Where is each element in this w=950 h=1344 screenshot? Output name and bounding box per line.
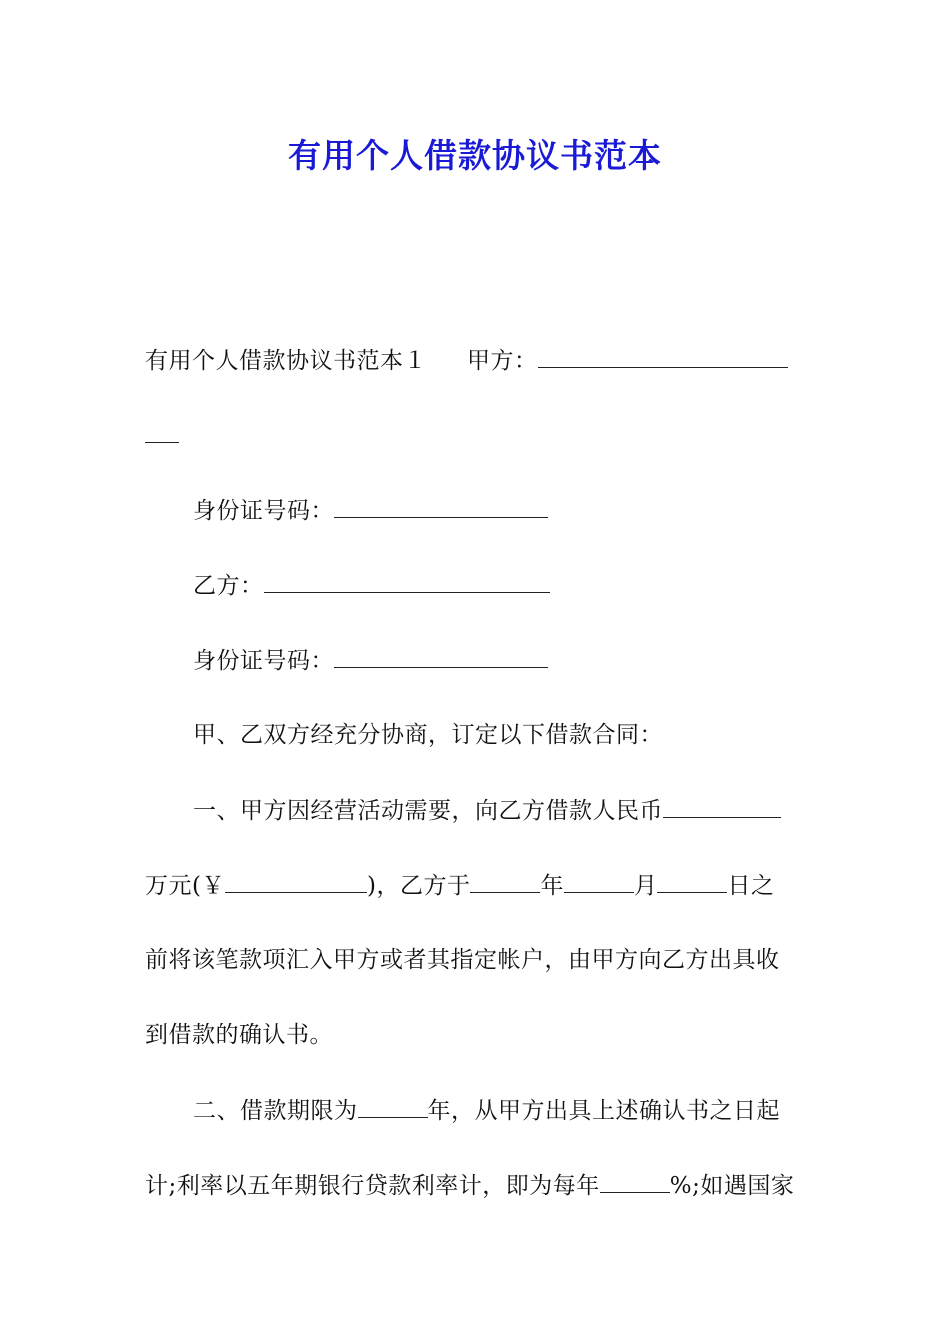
year-blank[interactable]: [470, 870, 540, 893]
clause-2-text-b: 年，从甲方出具上述确认书之日起: [427, 1098, 780, 1124]
clause-2-text-2: 计;利率以五年期银行贷款利率计，即为每年: [145, 1173, 600, 1199]
clause-1-text-3: 到借款的确认书。: [145, 1022, 333, 1048]
preamble-text: 甲、乙双方经充分协商，订定以下借款合同：: [193, 722, 663, 748]
party-b-label: 乙方：: [193, 573, 264, 599]
party-a-blank-continuation[interactable]: [145, 420, 179, 443]
line-clause-2: [193, 1095, 810, 1126]
day-blank[interactable]: [657, 870, 727, 893]
clause-2-text: 二、借款期限为: [193, 1098, 358, 1124]
day-label: 日之: [727, 873, 775, 899]
clause-1-text: 一、甲方因经营活动需要，向乙方借款人民币: [193, 798, 663, 824]
clause-2-text-3: %;如遇国家: [669, 1173, 795, 1199]
clause-1-text-2: 前将该笔款项汇入甲方或者其指定帐户，由甲方向乙方出具收: [145, 947, 780, 973]
line-clause-2-cont: [145, 1170, 810, 1201]
id-number-b-label: 身份证号码：: [193, 648, 334, 674]
party-b-blank[interactable]: [264, 570, 550, 593]
section-heading: 有用个人借款协议书范本１: [145, 348, 427, 374]
party-a-blank[interactable]: [538, 345, 788, 368]
line-clause-1-cont3: [145, 1020, 810, 1050]
line-party-a-continuation: [145, 420, 810, 451]
line-preamble: [193, 720, 810, 750]
year-label: 年: [540, 873, 564, 899]
month-blank[interactable]: [564, 870, 634, 893]
line-clause-1-cont: [145, 870, 810, 901]
id-number-a-label: 身份证号码：: [193, 498, 334, 524]
amount-figure-blank[interactable]: [225, 870, 367, 893]
line-clause-1-cont2: [145, 945, 810, 975]
amount-unit-text: 万元(￥: [145, 873, 225, 899]
line-id-b: [193, 645, 810, 676]
lender-date-text: )，乙方于: [366, 873, 471, 899]
interest-rate-blank[interactable]: [600, 1170, 670, 1193]
line-party-b: [193, 570, 810, 601]
month-label: 月: [633, 873, 658, 899]
line-title-party-a: [145, 345, 810, 376]
id-number-a-blank[interactable]: [334, 495, 548, 518]
party-a-label: 甲方：: [467, 348, 538, 374]
term-years-blank[interactable]: [358, 1095, 428, 1118]
loan-amount-blank[interactable]: [663, 795, 781, 818]
line-id-a: [193, 495, 810, 526]
document-title: 有用个人借款协议书范本: [288, 136, 662, 175]
id-number-b-blank[interactable]: [334, 645, 548, 668]
line-clause-1: [193, 795, 810, 826]
